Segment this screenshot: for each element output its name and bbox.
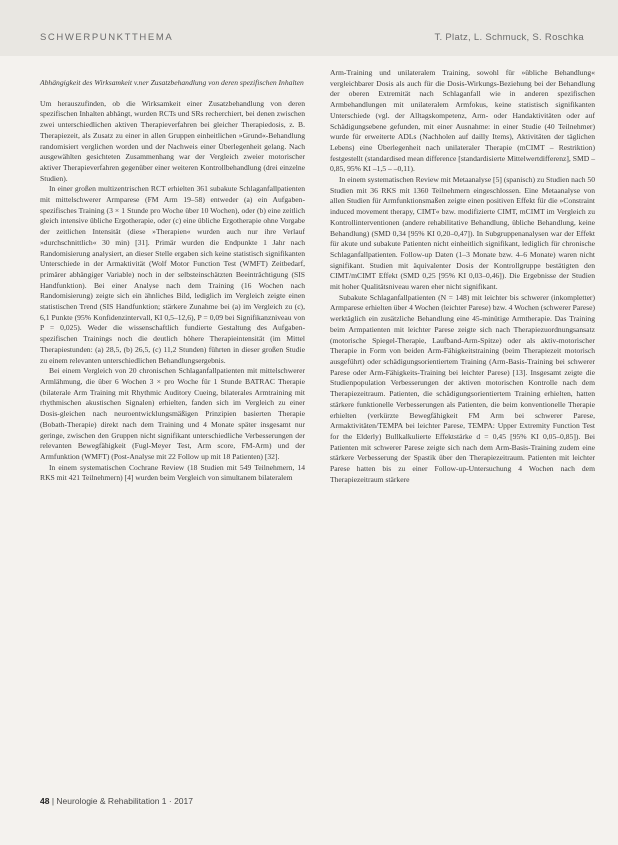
page-footer <box>40 796 193 806</box>
page-number: 48 <box>40 796 50 806</box>
author-line: T. Platz, L. Schmuck, S. Roschka <box>434 32 584 43</box>
body-paragraph: Arm-Training und unilateralem Training, sowohl für »übliche Behandlung« vergleichbarer Dosis als auch für die Dosis-Wirkungs-Beziehung bei der Behandlung der oberen Extremität nach Schlaganfall wie in anderen spezifischen Armbehandlungen mit unilateralem Armfokus, keine statistisch signifikanten Unterschiede (vgl. der Alltagskompetenz, Arm- oder Handaktivitäten oder auf Schädigungsebene gefunden, mit einer Ausnahme: in einer Studie (40 Teilnehmer) wurde für erweiterte ADLs (Nachholen auf dailly Items), Aktivitäten der täglichen Lebens) eine Überlegenheit nach unilateraler Therapie (mCIMT – Restriktion) festgestellt (standardised mean difference [standardisierte Mittelwertdifferenz], SMD –0,85, 95% KI –1,5 – –0,11). <box>330 68 595 174</box>
body-paragraph: Subakute Schlaganfallpatienten (N = 148) mit leichter bis schwerer (inkompletter) Armparese erhielten über 4 Wochen (leichter Parese) bzw. 4 Wochen (schwerer Parese) werktäglich ein zusätzliche Behandlung eine 45-minütige Armtherapie. Das Training beim Armpatienten mit leichter Parese zeigte sich nach Therapiezuordnungsansatz (motorische Spiegel-Therapie, Laufband-Arm-Spitze) oder als aktiv-motorischer Therapie in Form von beiden Arm-Fähigkeitstraining (beim Therapiezeit motorisch ausgeführt) oder schädigungsorientiertem Training (Arm-Basis-Training bei schwerer Parese oder Arm-Fähigkeits-Training bei leichter Parese) [13]. Insgesamt zeigte die Studienpopulation Verbesserungen der aktiven motorischen Kontrolle nach dem Therapiezeitraum. Patienten, die schädigungsorientiertem Training erhielten, hatten stärkere funktionelle Verbesserungen als Patienten, die beim konventionelle Therapie erhielten (verkürzte Bewegfähigkeit FM Arm bei schwerer Parese, Armaktivitäten/TEMPA bei leichter Parese, TEMPA: Upper Extremity Function Test for the Elderly) Bullkalkulierte Effektstärke d = 0,45 [95% KI 0,05–0,85]). Bei Patienten mit schwerer Parese zeigte sich nach dem Arm-Basis-Training zudem eine stärkere Verbesserung der Spastik über den Therapiezeitraum. Patienten mit leichter Parese hatten bis zu einer Follow-up-Untersuchung 4 Wochen nach dem Therapiezeitraum stärkere <box>330 292 595 484</box>
page-header <box>0 0 618 56</box>
journal-name: Neurologie & Rehabilitation 1 · 2017 <box>56 796 193 806</box>
right-column <box>330 68 595 485</box>
body-paragraph: In einer großen multizentrischen RCT erhielten 361 subakute Schlaganfallpatienten mit mittelschwerer Armparese (FM Arm 19–58) entweder (a) ein Aufgaben-spezifisches Training (3 × 1 Stunde pro Woche über 10 Wochen), oder (b) eine zeitlich gleich intensive übliche Ergotherapie, oder (c) eine übliche Ergotherapie ohne Vorgabe der zeitlichen Intensität (diese »Therapien« wurden auch nur ihre Verlauf »durchschnittlich« 30 min) [31]. Primär wurden die Endpunkte 1 Jahr nach Randomisierung analysiert, an dieser Stelle ergaben sich keine statistisch signifikanten Unterschiede in der Armaktivität (Wolf Motor Function Test (WMFT) Zeitbedarf, primärer abhängiger Variable) noch in der selbsteinschätzten Beeinträchtigung (SIS Handfunktion). Bei einer Analyse nach dem Training (16 Wochen nach Randomisierung) zeigte sich ein ähnliches Bild, lediglich im Vergleich zeigte einen statistischen Trend (SIS Handfunktion; stärkere Zunahme bei (a) im Vergleich zu (c), 6,1 Punkte (95% Konfidenzintervall, KI 0,5–12,6), P = 0,09 bei Signifikanzniveau von P = 0,025). Weder die wissenschaftlich fundierte Gestaltung des Aufgaben-spezifischen Trainings noch die deutlich höhere Therapieintensität (im Mittel Therapiestunden: (a) 28,5, (b) 26,5, (c) 11,2 Stunden) führten in dieser großen Studie zu einem relevanten unterschiedlichen Behandlungsergebnis. <box>40 184 305 365</box>
body-paragraph: Bei einem Vergleich von 20 chronischen Schlaganfallpatienten mit mittelschwerer Armlähmung, die über 6 Wochen 3 × pro Woche für 1 Stunde BATRAC Therapie (bilaterale Arm Training mit Rhythmic Auditory Cueing, bilaterales Armtraining mit rhythmischen akustischen Signalen) erhielten, fanden sich im Vergleich zu einer Dosis-gleichen nach neuroentwicklungsmäßigen Prinzipien basierten Therapie (Bobath-Therapie) direkt nach dem Training und 4 Monate später insgesamt nur geringe, zwischen den Gruppen nicht signifikant unterschiedliche Verbesserungen der relevanten Bewegfähigkeit (Fugl-Meyer Test, Arm score, FM-Arm) und der Armfunktion (WMFT) (Post-Analyse mit 22 Follow up mit 18 Patienten) [32]. <box>40 366 305 461</box>
running-head: SCHWERPUNKTTHEMA <box>40 32 174 43</box>
body-paragraph: In einem systematischen Cochrane Review (18 Studien mit 549 Teilnehmern, 14 RKS mit 421 Teilnehmern) [4] wurden beim Vergleich von simultanem bilateralem <box>40 462 305 483</box>
body-paragraph: Um herauszufinden, ob die Wirksamkeit einer Zusatzbehandlung von deren spezifischen Inhalten abhängt, wurden RCTs und SRs recherchiert, bei denen zwischen zwei unterschiedlichen aktiven Therapieverfahren bei gleicher Therapiedosis, z. B. Therapiezeit, als Zusatz zu einer in allen Gruppen einheitlichen »Grund«-Behandlung randomisiert verglichen worden und der Nachweis einer Überlegenheit gelang. Nach ausgewählten gesichteten Zusammenhang war der Vergleich zweier motorischer aktiver Therapieverfahren gegenüber einer weiteren Kontrollbehandlung (drei einzelne Studien). <box>40 98 305 183</box>
section-subhead: Abhängigkeit des Wirksamkeit v.ner Zusatzbehandlung von deren spezifischen Inhalten <box>40 78 304 87</box>
body-paragraph: In einem systematischen Review mit Metaanalyse [5] (spanisch) zu Studien nach 50 Studien mit 36 RKS mit 1360 Teilnehmern eingeschlossen. Eine Metaanalyse von allen Studien für Armfunktionsmaßen zeigte einen positiven Effekt für die »Constraint induced movement therapy, CIMT« bzw. modifizierte CIMT, mCIMT im Vergleich zu Kontrollinterventionen (andere rehabilitative Behandlung, übliche Behandlung, keine Behandlung) (SMD 0,34 [95% KI 0,20–0,47]). In Subgruppenanalysen war der Effekt für akute und subakute Patienten nicht einheitlich signifikant, lediglich für chronische Schlaganfallpatienten. Follow-up Daten (1–3 Monate bzw. 4–6 Monate) waren nicht signifikant. Studien mit äquivalenter Dosis der Kontrollgruppe bestätigten den CIMT/mCIMT Effekt (SMD 0,25 [95% KI 0,03–0,46]). Die Ergebnisse der Studien mit hoher Qualitätsniveau waren eher nicht signifikant. <box>330 175 595 292</box>
left-column <box>40 78 305 484</box>
footer-separator: | <box>51 796 57 806</box>
